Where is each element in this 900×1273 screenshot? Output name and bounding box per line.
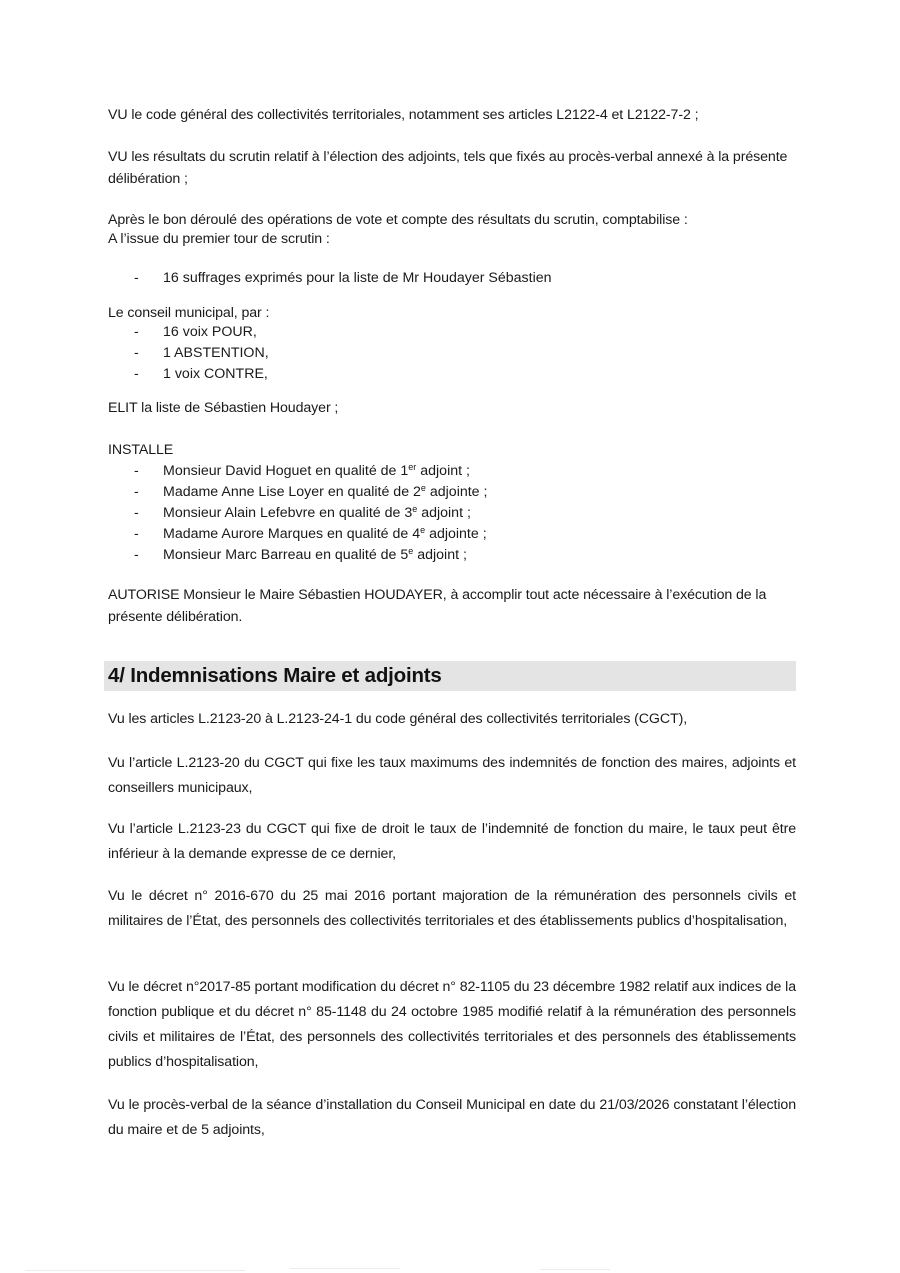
vu-article-2123-20-paragraph: Vu l’article L.2123-20 du CGCT qui fixe les taux maximums des indemnités de fonction des maires, adjoints et conseillers municipaux, <box>108 755 796 796</box>
list-item: - Madame Anne Lise Loyer en qualité de 2e adjointe ; <box>108 482 487 503</box>
list-item: - 16 voix POUR, <box>108 322 269 343</box>
votes-list <box>108 322 269 385</box>
scan-artifact <box>290 1268 400 1269</box>
bullet-dash: - <box>134 526 139 542</box>
bullet-dash: - <box>134 270 139 286</box>
bullet-dash: - <box>134 463 139 479</box>
list-item: - Madame Aurore Marques en qualité de 4e adjointe ; <box>108 524 487 545</box>
scan-artifact <box>540 1269 610 1270</box>
list-item: - Monsieur Alain Lefebvre en qualité de 3e adjoint ; <box>108 503 487 524</box>
list-item: - Monsieur Marc Barreau en qualité de 5e adjoint ; <box>108 545 487 566</box>
vu-decret-2016-paragraph: Vu le décret n° 2016-670 du 25 mai 2016 portant majoration de la rémunération des personnels civils et militaires de l’État, des personnels des collectivités territoriales et des établissements publics d’hospitalisation, <box>108 888 796 929</box>
installe-label: INSTALLE <box>108 442 174 458</box>
vu-proces-verbal-paragraph: Vu le procès-verbal de la séance d’installation du Conseil Municipal en date du 21/03/2026 constatant l’élection du maire et de 5 adjoints, <box>108 1097 796 1138</box>
vu-article-2123-23-paragraph: Vu l’article L.2123-23 du CGCT qui fixe de droit le taux de l’indemnité de fonction du maire, le taux peut être inférieur à la demande expresse de ce dernier, <box>108 821 796 862</box>
bullet-dash: - <box>134 547 139 563</box>
bullet-dash: - <box>134 505 139 521</box>
bullet-dash: - <box>134 366 139 382</box>
list-item: - 1 voix CONTRE, <box>108 364 269 385</box>
bullet-dash: - <box>134 345 139 361</box>
autorise-paragraph: AUTORISE Monsieur le Maire Sébastien HOUDAYER, à accomplir tout acte nécessaire à l’exécution de la présente délibération. <box>108 587 767 625</box>
vu-decret-2017-paragraph: Vu le décret n°2017-85 portant modification du décret n° 82-1105 du 23 décembre 1982 relatif aux indices de la fonction publique et du décret n° 85-1148 du 24 octobre 1985 modifié relatif à la rémunération des personnels civils et militaires de l’État, des personnels des collectivités territoriales et des personnels des établissements publics d’hospitalisation, <box>108 979 796 1070</box>
vu-articles-paragraph: Vu les articles L.2123-20 à L.2123-24-1 du code général des collectivités territoriales (CGCT), <box>108 711 688 727</box>
vu-resultats-paragraph: VU les résultats du scrutin relatif à l’élection des adjoints, tels que fixés au procès-verbal annexé à la présente délibération ; <box>108 149 788 187</box>
issue-paragraph: A l’issue du premier tour de scrutin : <box>108 231 330 247</box>
scan-artifact <box>135 1270 245 1271</box>
conseil-intro: Le conseil municipal, par : <box>108 305 270 321</box>
scan-artifact <box>25 1270 135 1271</box>
vu-code-paragraph: VU le code général des collectivités territoriales, notamment ses articles L2122-4 et L2122-7-2 ; <box>108 107 699 123</box>
adjoints-list <box>108 461 487 566</box>
bullet-dash: - <box>134 324 139 340</box>
bullet-dash: - <box>134 484 139 500</box>
elit-paragraph: ELIT la liste de Sébastien Houdayer ; <box>108 400 339 416</box>
list-item: - 16 suffrages exprimés pour la liste de Mr Houdayer Sébastien <box>108 268 552 289</box>
apres-paragraph: Après le bon déroulé des opérations de vote et compte des résultats du scrutin, comptabilise : <box>108 212 688 228</box>
list-item: - Monsieur David Hoguet en qualité de 1er adjoint ; <box>108 461 487 482</box>
section-heading: 4/ Indemnisations Maire et adjoints <box>108 664 442 687</box>
suffrages-list <box>108 268 552 289</box>
list-item: - 1 ABSTENTION, <box>108 343 269 364</box>
